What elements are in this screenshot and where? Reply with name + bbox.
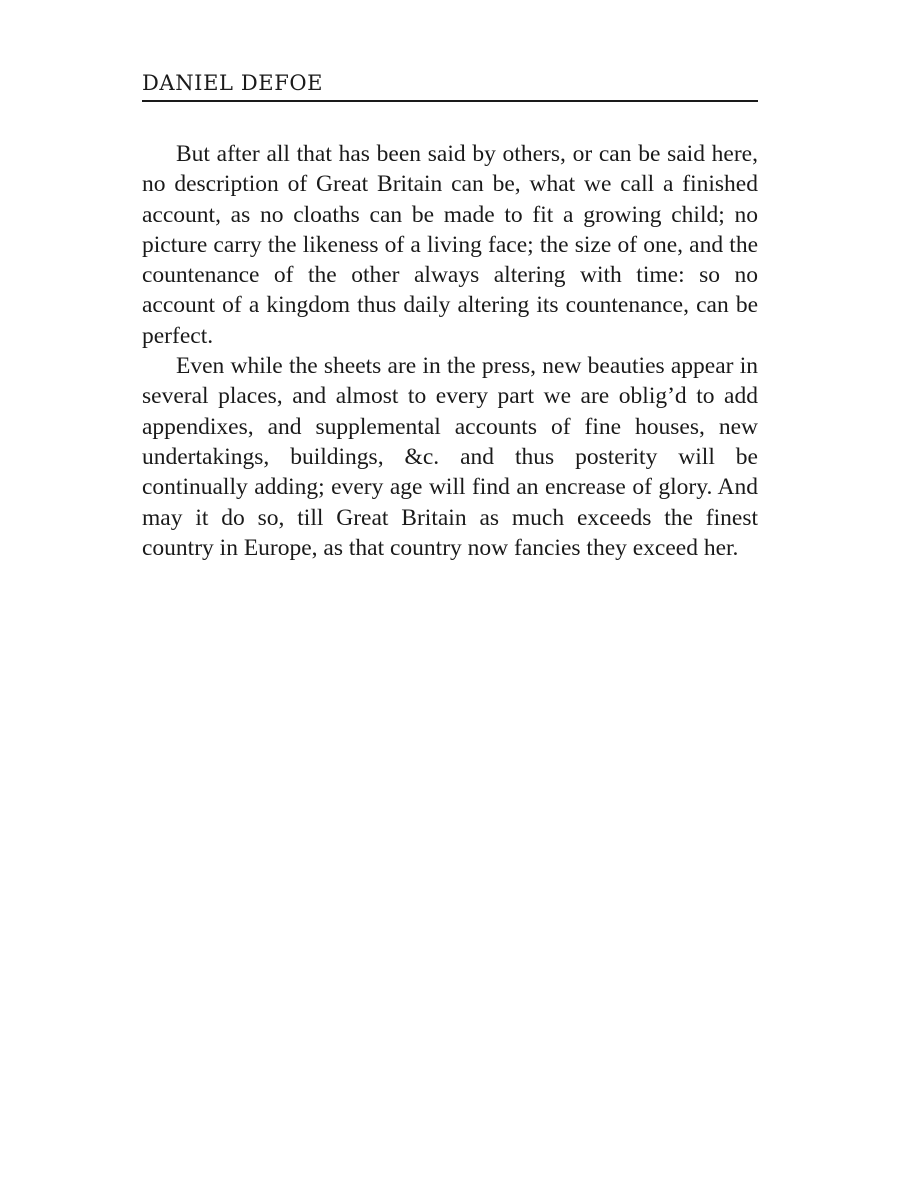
paragraph-2: Even while the sheets are in the press, new beauties appear in several places, and almost to every part we are oblig’d to add appendixes, and supplemental accounts of fine houses, new undertakings, buildings, &c. and thus posterity will be continually adding; every age will find an encrease of glory. And may it do so, till Great Britain as much exceeds the finest country in Europe, as that country now fancies they exceed her.: [142, 353, 758, 561]
header-rule: [142, 100, 758, 102]
body-text: [142, 139, 758, 563]
running-head: DANIEL DEFOE: [142, 71, 324, 95]
paragraph-1: But after all that has been said by others, or can be said here, no description of Great Britain can be, what we call a finished account, as no cloaths can be made to fit a growing child; no picture carry the likeness of a living face; the size of one, and the countenance of the other always altering with time: so no account of a kingdom thus daily altering its countenance, can be perfect.: [142, 141, 758, 349]
